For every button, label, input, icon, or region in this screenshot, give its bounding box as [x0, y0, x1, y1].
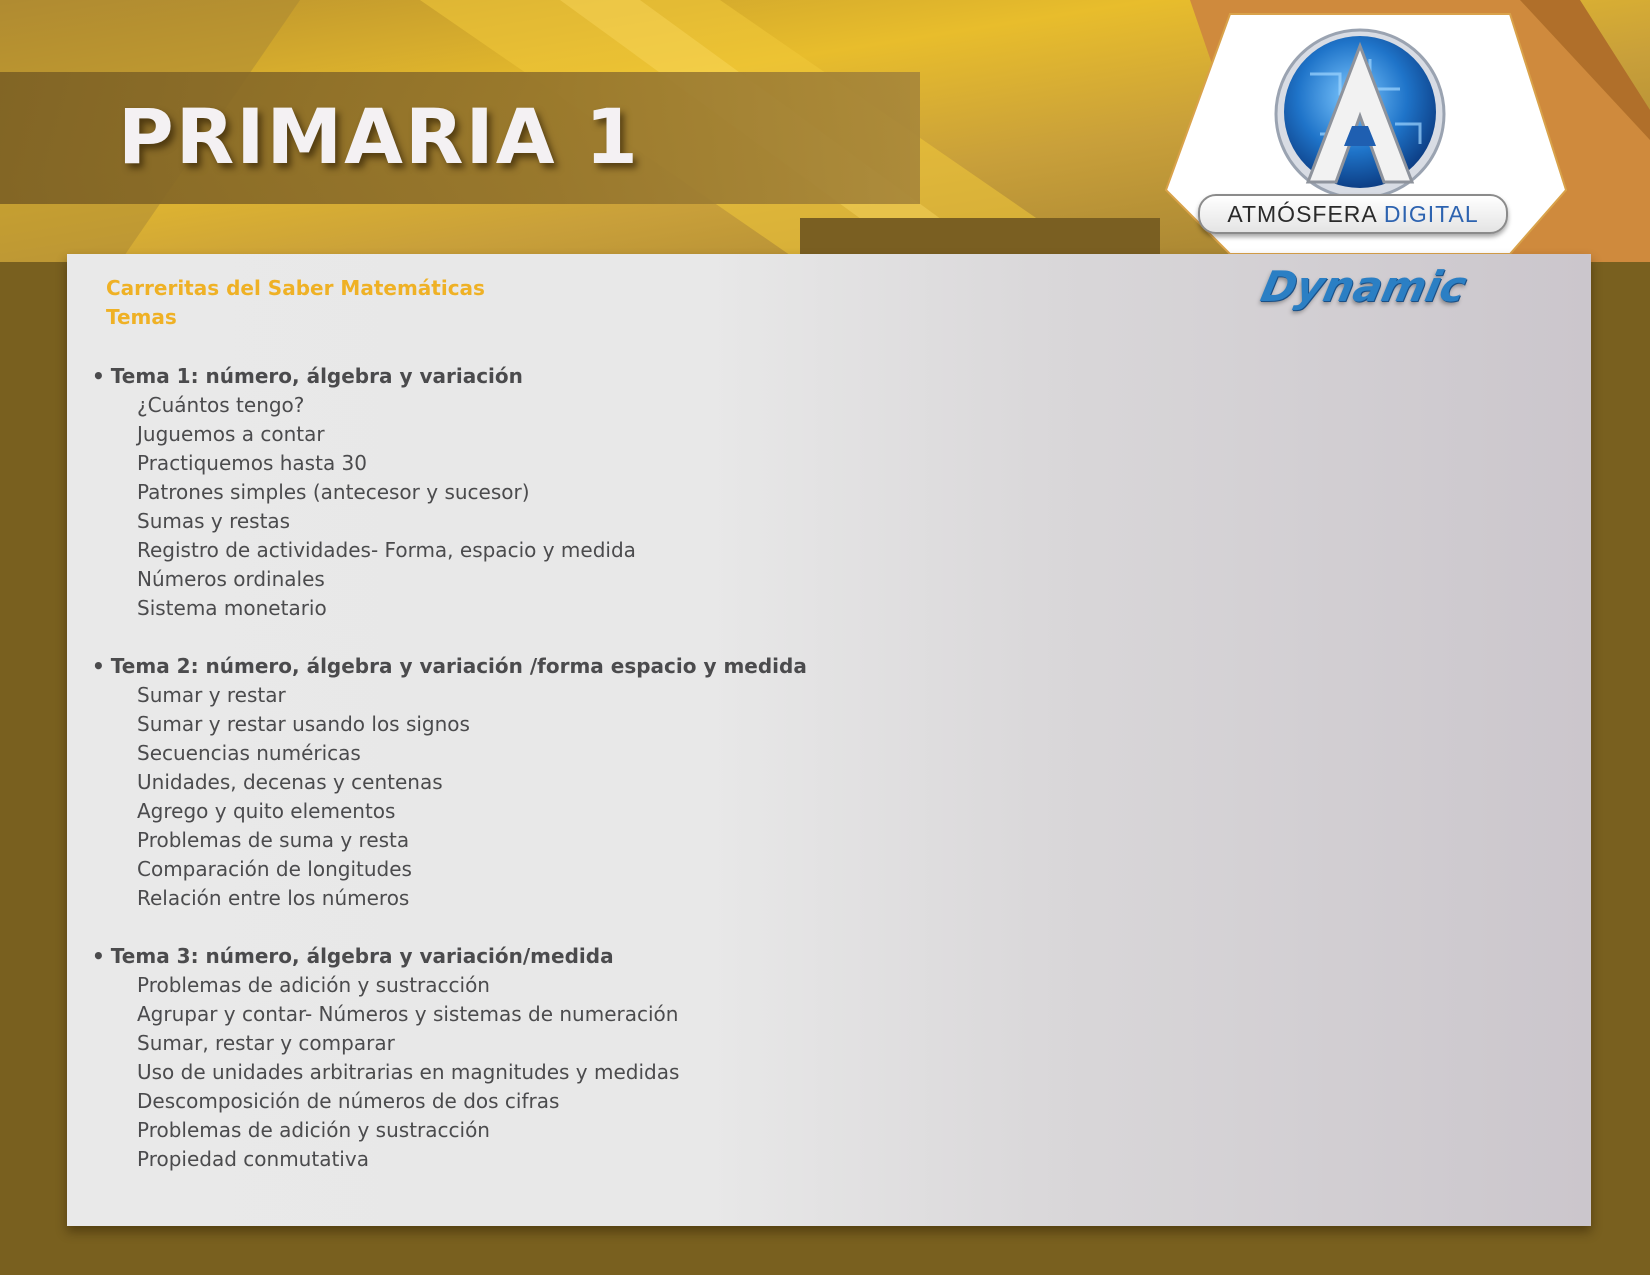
- topic-item: Secuencias numéricas: [137, 741, 361, 765]
- topic-title-text: Tema 3: número, álgebra y variación/medida: [110, 944, 614, 968]
- topic-item: Agrego y quito elementos: [137, 799, 396, 823]
- topic-item: Practiquemos hasta 30: [137, 451, 368, 475]
- course-title: Carreritas del Saber Matemáticas: [106, 276, 485, 300]
- topic-item: Sumar, restar y comparar: [137, 1031, 395, 1055]
- topic-item: Sistema monetario: [137, 596, 327, 620]
- topic-item: Problemas de suma y resta: [137, 828, 410, 852]
- topic-item: Juguemos a contar: [137, 422, 325, 446]
- page-title: PRIMARIA 1: [118, 92, 640, 181]
- topic-item: Patrones simples (antecesor y sucesor): [137, 480, 530, 504]
- topic-item: Comparación de longitudes: [137, 857, 412, 881]
- brand-name-part1: ATMÓSFERA: [1227, 201, 1377, 227]
- topic-title: [92, 942, 807, 971]
- topic-item: Relación entre los números: [137, 886, 410, 910]
- content-header: [106, 274, 485, 332]
- bullet-icon: •: [92, 654, 105, 678]
- topic-title-text: Tema 1: número, álgebra y variación: [110, 364, 523, 388]
- topic-item: Números ordinales: [137, 567, 325, 591]
- topic-item: Agrupar y contar- Números y sistemas de numeración: [137, 1002, 679, 1026]
- bullet-icon: •: [92, 944, 105, 968]
- bullet-icon: •: [92, 364, 105, 388]
- topic-section: [92, 652, 807, 913]
- topics-list: [92, 362, 807, 1203]
- brand-name-part2: DIGITAL: [1383, 201, 1479, 227]
- topic-item: Propiedad conmutativa: [137, 1147, 369, 1171]
- topic-item: Uso de unidades arbitrarias en magnitudes y medidas: [137, 1060, 680, 1084]
- brand-name: [1198, 194, 1508, 234]
- topic-title: [92, 652, 807, 681]
- topic-item: Problemas de adición y sustracción: [137, 973, 490, 997]
- topic-title-text: Tema 2: número, álgebra y variación /forma espacio y medida: [110, 654, 807, 678]
- dynamic-logo: Dynamic: [1256, 262, 1471, 311]
- topic-section: [92, 362, 807, 623]
- topic-item: Unidades, decenas y centenas: [137, 770, 443, 794]
- topic-item: Problemas de adición y sustracción: [137, 1118, 490, 1142]
- topic-item: Sumar y restar: [137, 683, 286, 707]
- topic-item: Sumar y restar usando los signos: [137, 712, 470, 736]
- topic-item: ¿Cuántos tengo?: [137, 393, 305, 417]
- topic-item: Descomposición de números de dos cifras: [137, 1089, 560, 1113]
- topic-title: [92, 362, 807, 391]
- topic-item: Sumas y restas: [137, 509, 291, 533]
- topics-label: Temas: [106, 305, 177, 329]
- topic-section: [92, 942, 807, 1174]
- topic-item: Registro de actividades- Forma, espacio y medida: [137, 538, 636, 562]
